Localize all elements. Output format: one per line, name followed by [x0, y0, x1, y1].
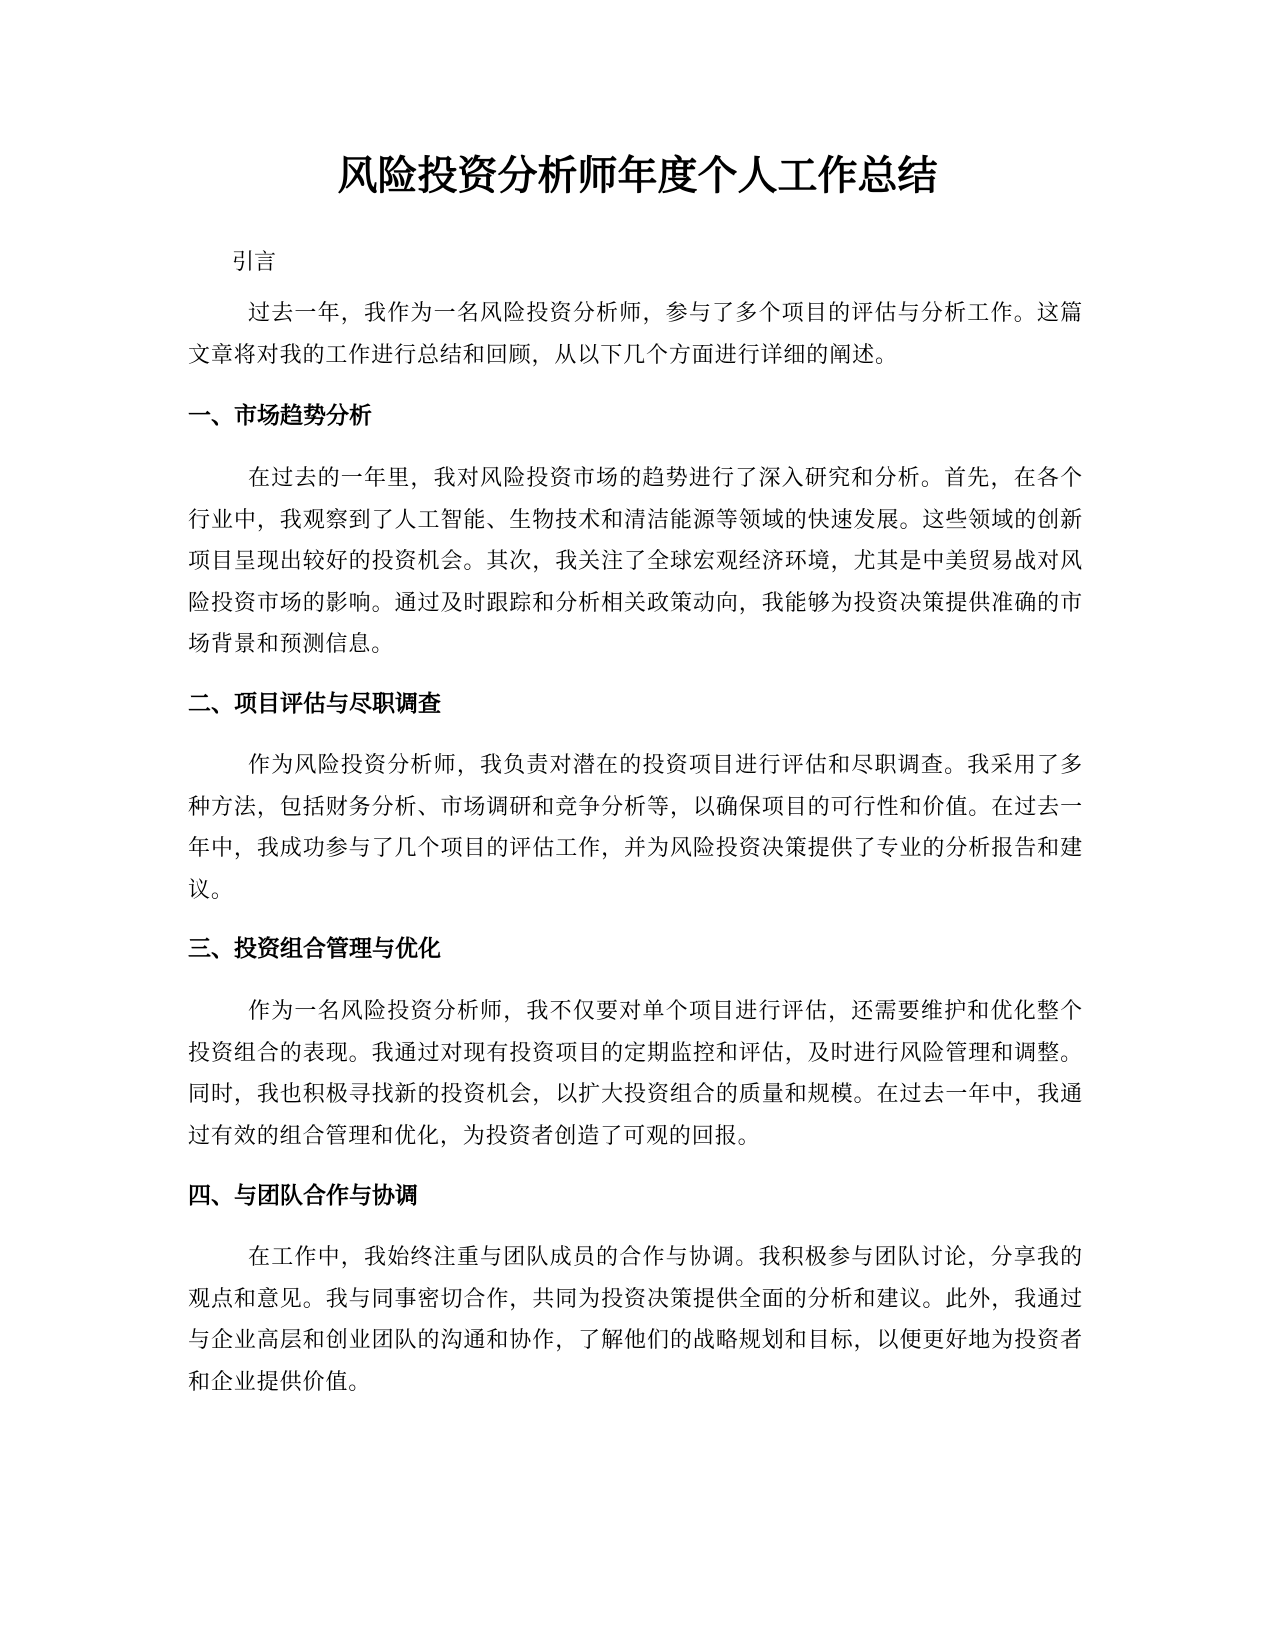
intro-paragraph: 过去一年，我作为一名风险投资分析师，参与了多个项目的评估与分析工作。这篇文章将对我的工作进行总结和回顾，从以下几个方面进行详细的阐述。: [188, 301, 1083, 368]
section-body-project-evaluation: 作为风险投资分析师，我负责对潜在的投资项目进行评估和尽职调查。我采用了多种方法，包括财务分析、市场调研和竞争分析等，以确保项目的可行性和价值。在过去一年中，我成功参与了几个项目的评估工作，并为风险投资决策提供了专业的分析报告和建议。: [188, 753, 1083, 903]
section-body-market-trends: 在过去的一年里，我对风险投资市场的趋势进行了深入研究和分析。首先，在各个行业中，我观察到了人工智能、生物技术和清洁能源等领域的快速发展。这些领域的创新项目呈现出较好的投资机会。其次，我关注了全球宏观经济环境，尤其是中美贸易战对风险投资市场的影响。通过及时跟踪和分析相关政策动向，我能够为投资决策提供准确的市场背景和预测信息。: [188, 466, 1083, 657]
section-body-portfolio-management: 作为一名风险投资分析师，我不仅要对单个项目进行评估，还需要维护和优化整个投资组合的表现。我通过对现有投资项目的定期监控和评估，及时进行风险管理和调整。同时，我也积极寻找新的投资机会，以扩大投资组合的质量和规模。在过去一年中，我通过有效的组合管理和优化，为投资者创造了可观的回报。: [188, 999, 1083, 1149]
document-title: 风险投资分析师年度个人工作总结: [337, 153, 938, 199]
section-heading-market-trends: 一、市场趋势分析: [188, 403, 372, 429]
section-heading-team-collaboration: 四、与团队合作与协调: [188, 1183, 418, 1209]
section-body-team-collaboration: 在工作中，我始终注重与团队成员的合作与协调。我积极参与团队讨论，分享我的观点和意见。我与同事密切合作，共同为投资决策提供全面的分析和建议。此外，我通过与企业高层和创业团队的沟通和协作，了解他们的战略规划和目标，以便更好地为投资者和企业提供价值。: [188, 1245, 1083, 1395]
section-heading-portfolio-management: 三、投资组合管理与优化: [188, 936, 441, 962]
section-heading-project-evaluation: 二、项目评估与尽职调查: [188, 691, 441, 717]
intro-label: 引言: [232, 250, 277, 275]
